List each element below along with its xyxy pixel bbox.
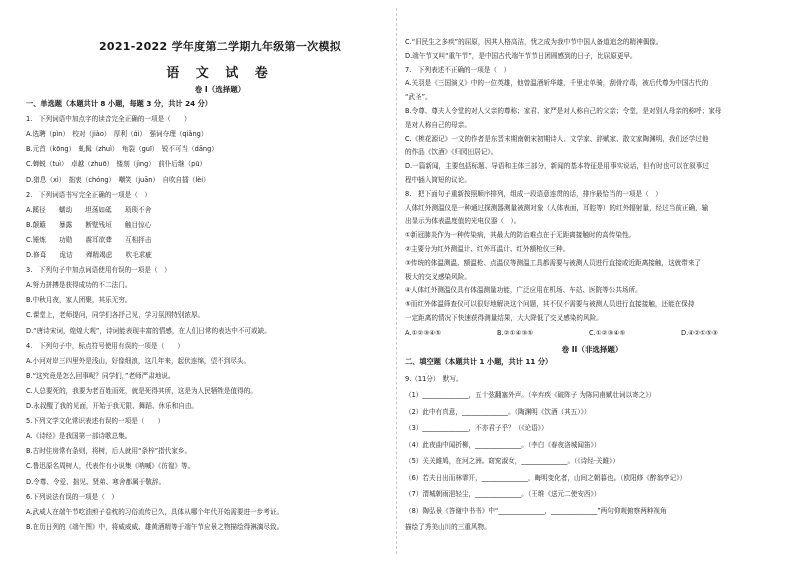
text-line: 9.（11分） 默写。 (405, 374, 463, 383)
text-line: 极大的交叉感染风险。 (405, 272, 471, 281)
text-line: （8）陶弘景《答谢中书书》中“______________，______________”两句仰观俯察两种视角 (405, 506, 667, 515)
text-line: ③传统的体温测温、额温枪、点温仪等测温工具都需要与被测人员进行直接或近距离接触，这就带来了 (405, 258, 702, 267)
volume-two-heading: 卷 II（非选择题） (561, 345, 623, 354)
text-line: D.“唐诗宋词，煌煌大观”，诗词能表现丰富的情感，在人们日常的表达中不可或缺。 (26, 326, 271, 335)
exam-title: 2021-2022 学年度第二学期九年级第一次模拟 (98, 40, 342, 53)
text-line: 8. 把下面句子重新按照顺序排列，组成一段语意连贯的话，排序最恰当的一项是（ ） (405, 189, 662, 198)
text-line: 7. 下列表述不正确的一项是（ ） (405, 65, 511, 74)
q8-option-d: D.④②①⑤③ (681, 329, 718, 337)
text-line: A.小河对岸三四里外是浅山，好像细浪，这几年来，起伏连绵，望不到尽头。 (26, 356, 251, 365)
q8-option-b: B.②①④③⑤ (497, 329, 534, 337)
text-line: B.中秋月夜，家人团聚，其乐无穷。 (26, 296, 132, 305)
text-line: D.端午节又叫“重午节”，是中国古代端午节节日团圆感到的日子，比屈原更早。 (405, 51, 637, 60)
text-line: B.古时住房常有条则，将树，后人就用“条梓”指代家乡。 (26, 447, 192, 456)
text-line: （2）此中有真意，______________。（陶渊明《饮酒（其五）》） (405, 407, 591, 416)
text-line: 的作品《饮酒》《归园田居记》。 (405, 148, 498, 157)
text-line: C.人总要死的，我要为老百姓而死，就是死得其所，这是为人民牺牲是值得的。 (26, 386, 257, 395)
text-line: B.“这究竟是怎么回事呢？同学们，”老师严肃地说。 (26, 371, 175, 380)
text-line: （4）此夜曲中闻折柳，______________。（李白《春夜洛城闻笛》） (405, 440, 601, 449)
text-line: 一、单选题（本题共计 8 小题，每题 3 分，共计 24 分） (26, 99, 212, 108)
text-line: C.锤炼 功勋 震耳欲聋 互相抨击 (26, 235, 152, 244)
text-line: （3）______________，不亦君子乎？（《论语》） (405, 424, 548, 432)
text-line: 二、填空题（本题共计 1 小题，共计 11 分） (405, 357, 553, 366)
text-line: D.修葺 诡诘 殚精竭虑 吹毛求疵 (26, 251, 152, 259)
text-line: 一定距离的情况下快速获得测量结果，大大降低了交叉感染的风险。 (405, 314, 603, 322)
text-line: 出显示为体表温度值的光电仪器（ ）。 (405, 217, 521, 226)
text-line: 是对人称自己的母亲。 (405, 120, 471, 129)
text-line: A.选聘（pìn） 校对（jiào） 厚利（ɑ́i） 强词夺理（qiǎng） (26, 130, 208, 139)
text-line: B.令尊、尊夫人令堂的对人父亲的尊称；家君、家严是对人称自己的父亲；令堂，是对别人母亲的称呼；家母 (405, 107, 722, 115)
text-line: D.永叔醒了我的见面，开始于我无限、舞蹈、休乐和自由。 (26, 402, 199, 410)
text-line: A.努力拼搏是获得成功的不二法门。 (26, 281, 132, 290)
text-line: C.鲁迅原名周树人，代表作有小说集《呐喊》《彷徨》等。 (26, 462, 195, 471)
text-line: ②主要分为红外测温计、红外耳温计、红外额枪仪三种。 (405, 245, 570, 253)
text-line: D.一篇新闻，主要包括标题、导语和主体三部分，新闻的基本特征是用事实说话，但有时也可以在叙事过 (405, 162, 709, 171)
text-line: D.猎息（xì） 拙衷（chóng） 嘲笑（juān） 自吹自擂（lèi） (26, 175, 210, 184)
text-line: 程中插入简短的议论。 (405, 176, 471, 184)
right-page (397, 0, 794, 562)
text-line: C.课堂上，老师提问，同学们各抒己见，学习氛围特别浓厚。 (26, 311, 205, 320)
text-line: 5.下列文学文化常识表述有误的一项是（ ） (26, 417, 165, 426)
text-line: 1. 下列词语中加点字的读音完全正确的一项是（ ） (26, 115, 191, 124)
text-line: 3. 下列句子中加点词语使用有误的一项是（ ） (26, 266, 171, 275)
q8-option-a: A.①②③④⑤ (405, 329, 442, 337)
text-line: A.蹊径 蠕动 坦荡如砥 琐琐不舍 (26, 205, 152, 214)
text-line: ④人体红外测温仪具有体温测量功能，广泛应用在机场、车站、医院等公共场所。 (405, 286, 642, 295)
text-line: B.在历日列的《端午图》中，将威威威、雄黄酒精等于端午节应景之物描绘得淋漓尽致。 (26, 522, 284, 531)
text-line: 人体红外测温仪是一种通过探测器测量被测对象（人体表面，耳腔等）的红外辐射量，经过当前正确，输 (405, 203, 709, 212)
volume-one-heading: 卷 I（选择题） (194, 85, 246, 94)
text-line: “武圣”。 (405, 93, 432, 102)
text-line: （5）关关雎鸠，在河之洲。窈窕淑女，______________。（《诗经·关雎》） (405, 457, 619, 465)
text-line: D.令尊、令爱、拙见、贤弟、寒舍都属于敬辞。 (26, 477, 166, 486)
text-line: B.颠簸 暴露 断壁残垣 触目惊心 (26, 220, 152, 229)
text-line: 描绘了秀美山川的三重风物。 (405, 523, 491, 531)
text-line: 6.下列说法有误的一项是（ ） (26, 492, 119, 501)
text-line: 4. 下列句子中，标点符号使用有误的一项是（ ） (26, 341, 184, 350)
text-line: 2. 下列词语书写完全正确的一项是（ ） (26, 190, 151, 199)
q8-option-c: C.①②③④⑤ (589, 329, 626, 337)
text-line: B.元首（kōng） 虬髯（zhuì） 龟裂（guī） 锐不可当（dāng） (26, 145, 218, 154)
exam-subject: 语 文 试 卷 (166, 66, 274, 81)
text-line: （7）渭城朝雨浥轻尘，______________。（王维《送元二使安西》） (405, 490, 601, 498)
text-line: ①新冠肺炎作为一种传染病，其最大的防治难点在于无距离接触时的高传染性。 (405, 231, 636, 240)
text-line: ⑤而红外体温筛查仪可以很好地解决这个问题，其不仅不需要与被测人员进行直接接触，还能在保持 (405, 300, 695, 309)
text-line: C.“旧民生之多疾”的屈原，因其人格高洁，忧之成为我中节中国人备道追念的精神偶像。 (405, 38, 663, 46)
text-line: C.蝉蜕（tuì） 卓越（zhuō） 镂刻（jìng） 前仆后继（pū） (26, 160, 207, 169)
part-two-column (397, 0, 794, 562)
text-line: A.武威人在端午节吃油煎子卷枕的习俗流传已久，具体从哪个年代开始需要进一步考证。 (26, 507, 284, 516)
text-line: （1）______________，五十弦翻塞外声。（辛弃疾《破阵子 为陈同甫赋壮词以寄之》） (405, 391, 656, 399)
text-line: C.《桃花源记》一文的作者是东晋末期南朝宋初期诗人、文学家、辞赋家、散文家陶渊明，我们还学过他 (405, 134, 709, 143)
text-line: （6）若夫日出而林霏开，______________，晦明变化者，山间之朝暮也。（欧阳修《醉翁亭记》） (405, 473, 687, 482)
text-line: A.《诗经》是我国第一部诗歌总集。 (26, 432, 132, 441)
text-line: A.关羽是《三国演义》中的一位英雄，他曾温酒斩华雄，千里走单骑，刮骨疗毒，被后代尊为中国古代的 (405, 79, 709, 88)
